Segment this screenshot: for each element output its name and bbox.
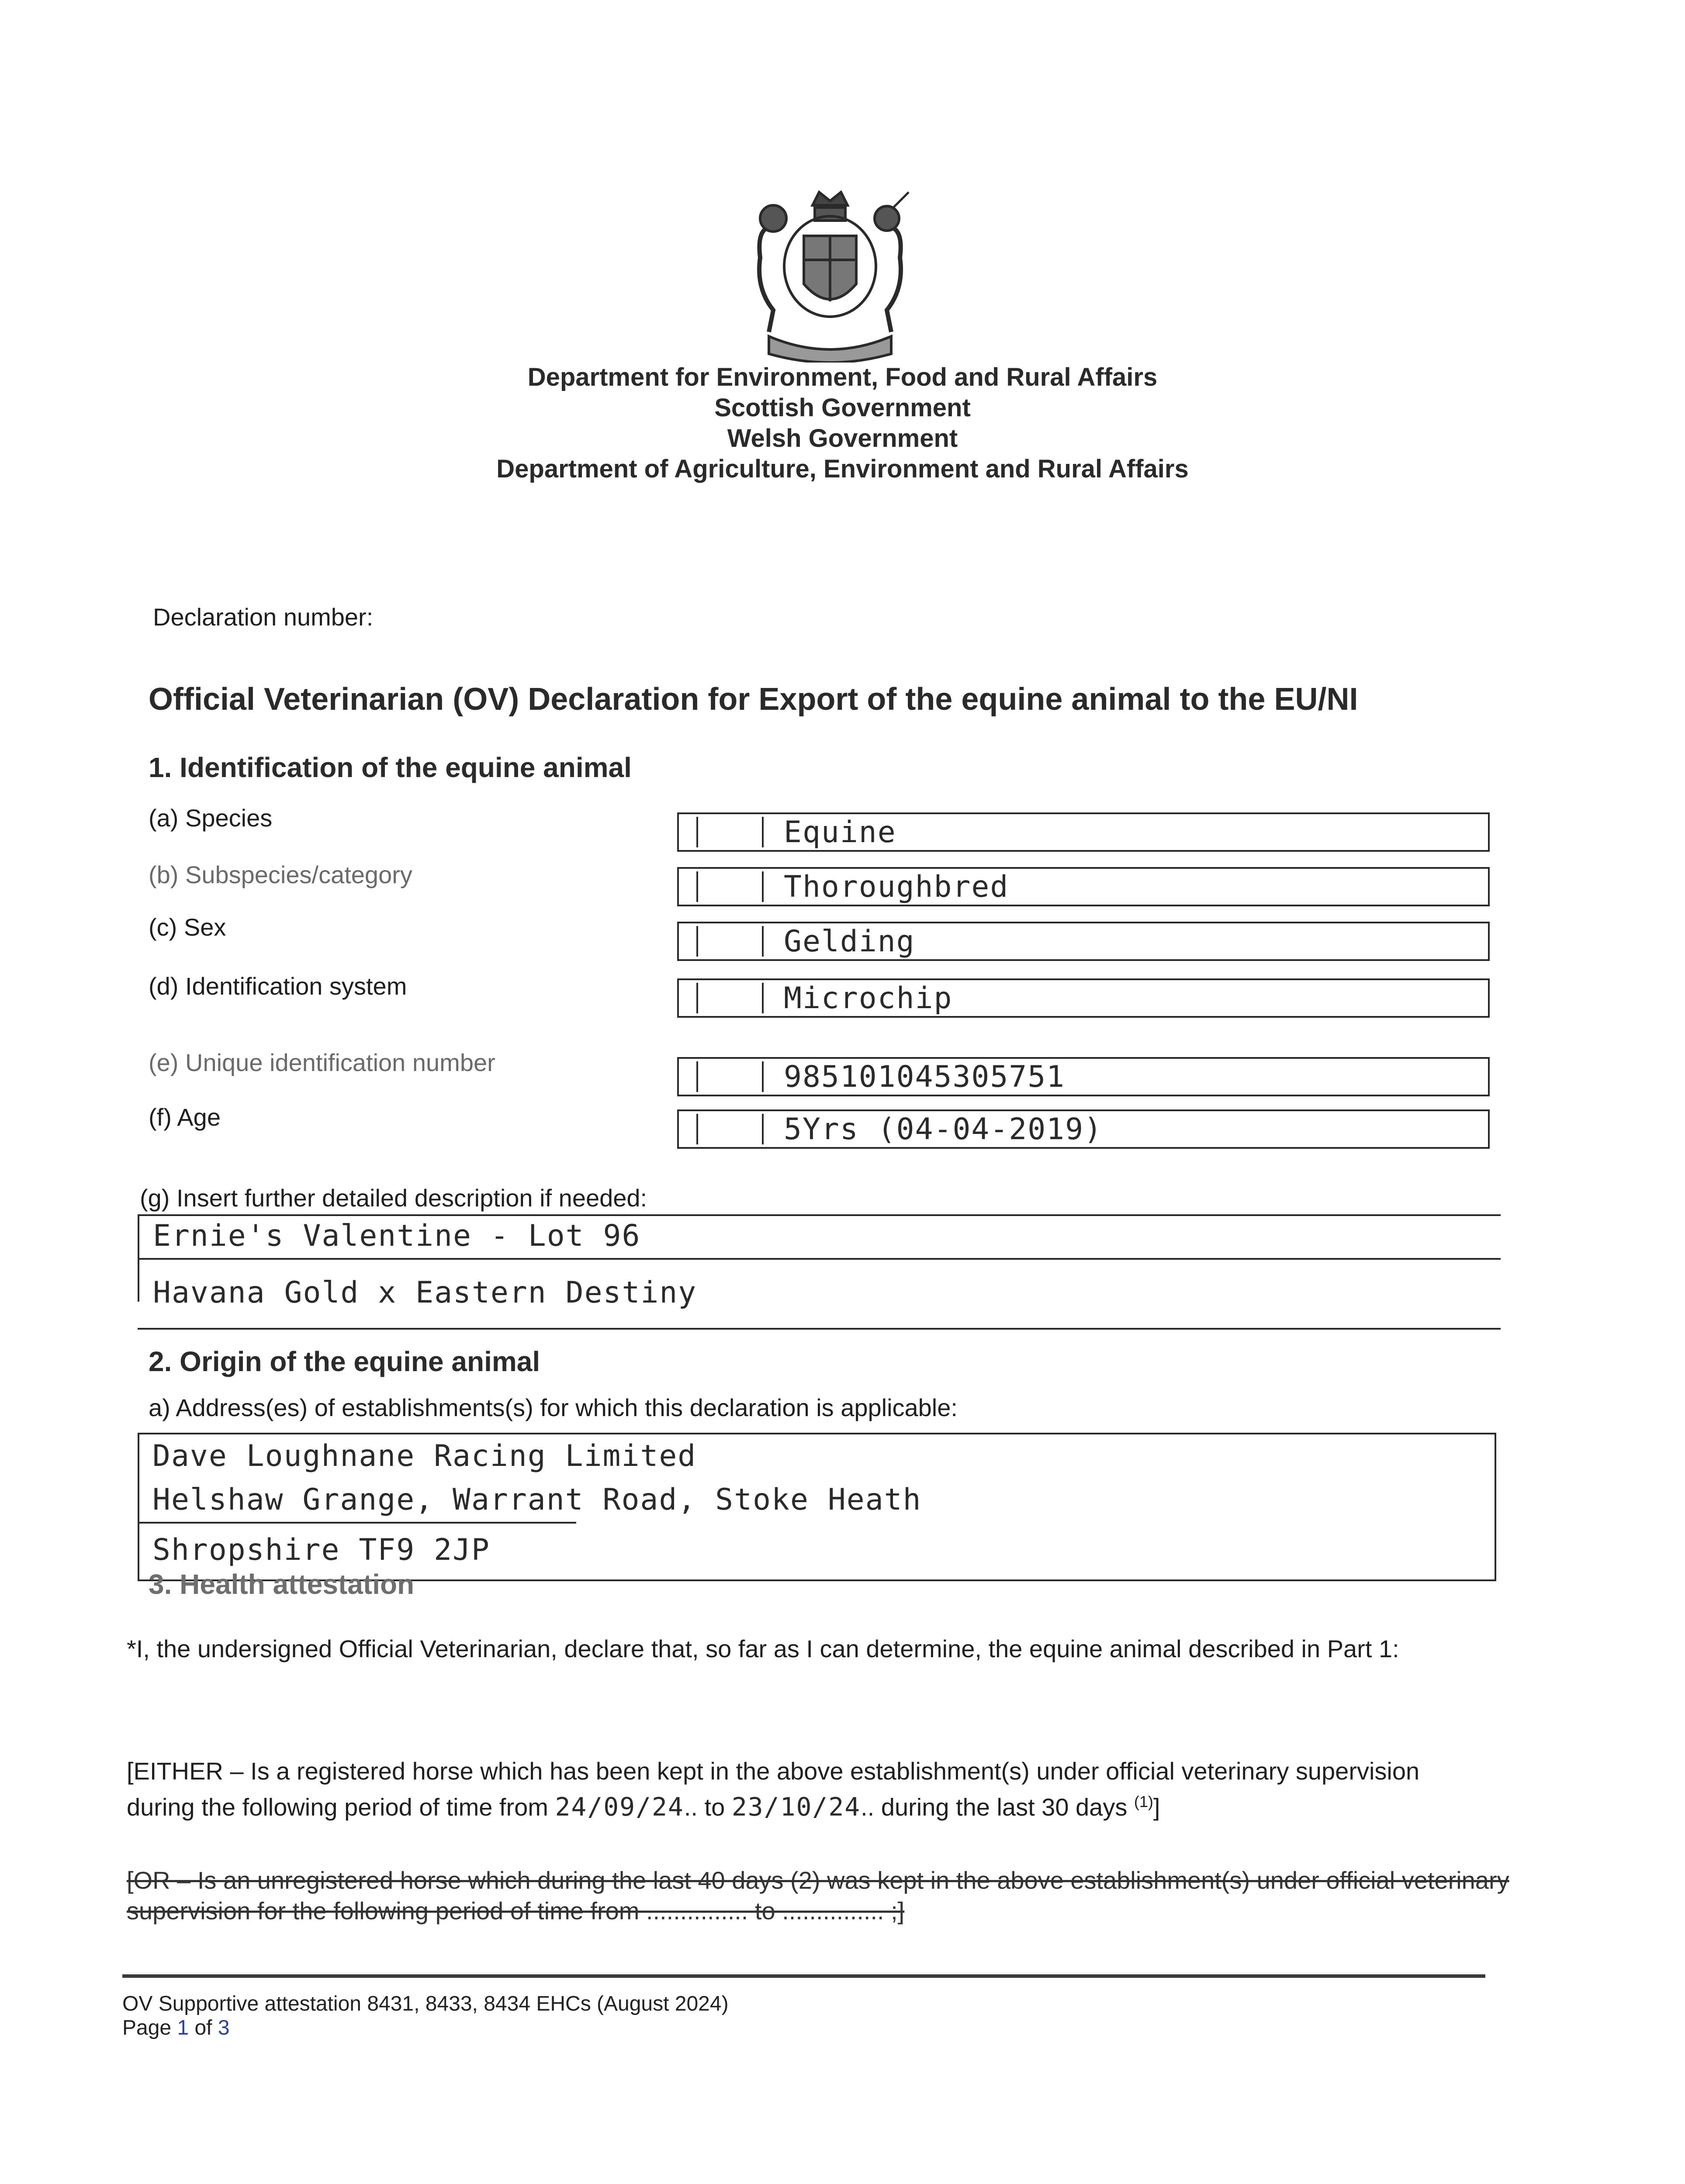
health-attestation-intro: *I, the undersigned Official Veterinarian, declare that, so far as I can determine, the equine animal described in Part 1: — [127, 1635, 1399, 1662]
description-top-rule — [138, 1214, 1501, 1216]
page-prefix: Page — [122, 2016, 177, 2039]
department-welsh-government: Welsh Government — [727, 424, 958, 453]
page-total: 3 — [218, 2016, 230, 2039]
address-line-1: Dave Loughnane Racing Limited — [152, 1439, 697, 1473]
either-from-date[interactable]: 24/09/24 — [555, 1792, 684, 1822]
box-divider — [696, 817, 698, 847]
page-of: of — [189, 2016, 218, 2039]
field-sex-label: (c) Sex — [149, 913, 226, 941]
field-unique-id-label: (e) Unique identification number — [149, 1049, 495, 1076]
field-sex-box[interactable] — [677, 922, 1490, 961]
department-defra: Department for Environment, Food and Rural Affairs — [527, 363, 1158, 391]
field-identification-system-value: Microchip — [784, 981, 953, 1016]
either-text-2: .. during the last 30 days — [861, 1793, 1128, 1821]
department-scottish-government: Scottish Government — [714, 394, 971, 422]
address-line-2: Helshaw Grange, Warrant Road, Stoke Heath — [152, 1482, 922, 1517]
field-subspecies-label: (b) Subspecies/category — [149, 861, 412, 888]
description-bottom-rule — [138, 1328, 1501, 1330]
address-label: a) Address(es) of establishments(s) for which this declaration is applicable: — [149, 1394, 958, 1421]
field-species-box[interactable] — [677, 812, 1490, 852]
either-clause — [127, 1756, 1494, 1823]
field-age-box[interactable] — [677, 1109, 1490, 1149]
field-subspecies-value: Thoroughbred — [784, 870, 1009, 904]
either-text-1: [EITHER – Is a registered horse which has been kept in the above establishment(s) under official veterinary supervision during the following period of time from — [127, 1757, 1420, 1821]
or-clause-struck: [OR – Is an unregistered horse which during the last 40 days (2) was kept in the above establishment(s) under official veterinary supervision for the following period of time from ............... to ............... ;] — [127, 1866, 1509, 1925]
further-description-line-1[interactable]: Ernie's Valentine - Lot 96 — [153, 1219, 641, 1253]
box-divider — [696, 983, 698, 1013]
department-daera: Department of Agriculture, Environment and Rural Affairs — [496, 455, 1189, 483]
field-sex-value: Gelding — [784, 924, 915, 959]
box-divider — [696, 1061, 698, 1092]
section-2-heading: 2. Origin of the equine animal — [149, 1346, 540, 1377]
page-current: 1 — [177, 2016, 189, 2039]
section-1-heading: 1. Identification of the equine animal — [149, 752, 632, 783]
field-unique-id-value: 985101045305751 — [784, 1060, 1066, 1094]
field-age-value: 5Yrs (04-04-2019) — [784, 1112, 1103, 1147]
field-age-label: (f) Age — [149, 1103, 221, 1131]
footer-reference: OV Supportive attestation 8431, 8433, 8434 EHCs (August 2024) — [122, 1992, 729, 2015]
either-to-date[interactable]: 23/10/24 — [731, 1792, 861, 1822]
footer-rule — [122, 1974, 1485, 1978]
declaration-number-label: Declaration number: — [153, 603, 374, 631]
description-mid-rule — [138, 1258, 1501, 1260]
box-divider — [696, 1114, 698, 1144]
field-species-label: (a) Species — [149, 804, 273, 832]
address-inner-rule — [139, 1522, 576, 1524]
box-divider — [696, 871, 698, 902]
either-end: ] — [1153, 1793, 1160, 1821]
section-3-heading: 3. Health attestation — [149, 1569, 415, 1600]
box-divider — [762, 983, 764, 1013]
further-description-line-2[interactable]: Havana Gold x Eastern Destiny — [153, 1275, 697, 1310]
address-box[interactable] — [138, 1433, 1496, 1581]
further-description-label: (g) Insert further detailed description if needed: — [140, 1184, 647, 1212]
box-divider — [762, 871, 764, 902]
box-divider — [696, 926, 698, 957]
address-line-3: Shropshire TF9 2JP — [152, 1533, 490, 1567]
field-identification-system-box[interactable] — [677, 978, 1490, 1018]
page-number — [122, 2016, 230, 2040]
box-divider — [762, 926, 764, 957]
either-footnote: (1) — [1134, 1793, 1153, 1811]
box-divider — [762, 1061, 764, 1092]
field-subspecies-box[interactable] — [677, 867, 1490, 906]
either-to-word: .. to — [684, 1793, 725, 1821]
field-unique-id-box[interactable] — [677, 1057, 1490, 1096]
page-title: Official Veterinarian (OV) Declaration for Export of the equine animal to the EU/NI — [149, 682, 1358, 717]
box-divider — [762, 817, 764, 847]
field-identification-system-label: (d) Identification system — [149, 972, 407, 1000]
field-species-value: Equine — [784, 815, 896, 850]
box-divider — [762, 1114, 764, 1144]
royal-coat-of-arms-icon — [730, 188, 931, 363]
